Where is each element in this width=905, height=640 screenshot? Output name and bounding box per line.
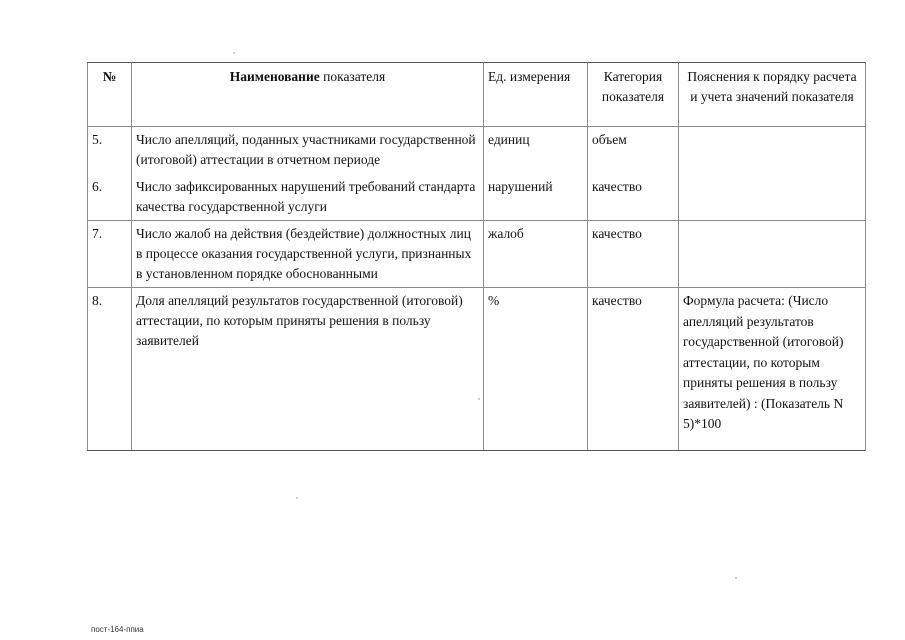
footer-doc-code: пост-164-ппиа bbox=[91, 625, 144, 634]
table-header-row bbox=[88, 63, 866, 127]
row-no: 6. bbox=[88, 173, 132, 221]
row-name: Число зафиксированных нарушений требований стандарта качества государственной услуги bbox=[132, 173, 484, 221]
table-row bbox=[88, 173, 866, 221]
scan-speck bbox=[735, 577, 737, 579]
row-explanation bbox=[679, 221, 866, 288]
header-unit: Ед. измерения bbox=[484, 63, 588, 127]
row-explanation bbox=[679, 127, 866, 174]
row-unit: жалоб bbox=[484, 221, 588, 288]
row-no: 5. bbox=[88, 127, 132, 174]
scan-speck bbox=[233, 52, 235, 54]
row-category: качество bbox=[588, 288, 679, 451]
row-explanation: Формула расчета: (Число апелляций результатов государственной (итоговой) аттестации, по которым приняты решения в пользу заявителей) : (Показатель N 5)*100 bbox=[679, 288, 866, 451]
indicators-table bbox=[87, 62, 866, 451]
row-name: Число жалоб на действия (бездействие) должностных лиц в процессе оказания государственной услуги, признанных в установленном порядке обоснованными bbox=[132, 221, 484, 288]
header-name bbox=[132, 63, 484, 127]
row-name: Доля апелляций результатов государственной (итоговой) аттестации, по которым приняты решения в пользу заявителей bbox=[132, 288, 484, 451]
table-row bbox=[88, 221, 866, 288]
row-name: Число апелляций, поданных участниками государственной (итоговой) аттестации в отчетном периоде bbox=[132, 127, 484, 174]
header-name-bold: Наименование bbox=[229, 69, 320, 84]
scan-speck bbox=[296, 497, 298, 499]
row-category: объем bbox=[588, 127, 679, 174]
header-name-rest: показателя bbox=[319, 69, 386, 84]
header-category: Категория показателя bbox=[588, 63, 679, 127]
row-explanation bbox=[679, 173, 866, 221]
row-unit: нарушений bbox=[484, 173, 588, 221]
table-row bbox=[88, 127, 866, 174]
row-no: 7. bbox=[88, 221, 132, 288]
row-category: качество bbox=[588, 221, 679, 288]
row-category: качество bbox=[588, 173, 679, 221]
table-row bbox=[88, 288, 866, 451]
header-no: № bbox=[88, 63, 132, 127]
row-no: 8. bbox=[88, 288, 132, 451]
row-unit: единиц bbox=[484, 127, 588, 174]
row-unit: % bbox=[484, 288, 588, 451]
header-explanation: Пояснения к порядку расчета и учета значений показателя bbox=[679, 63, 866, 127]
